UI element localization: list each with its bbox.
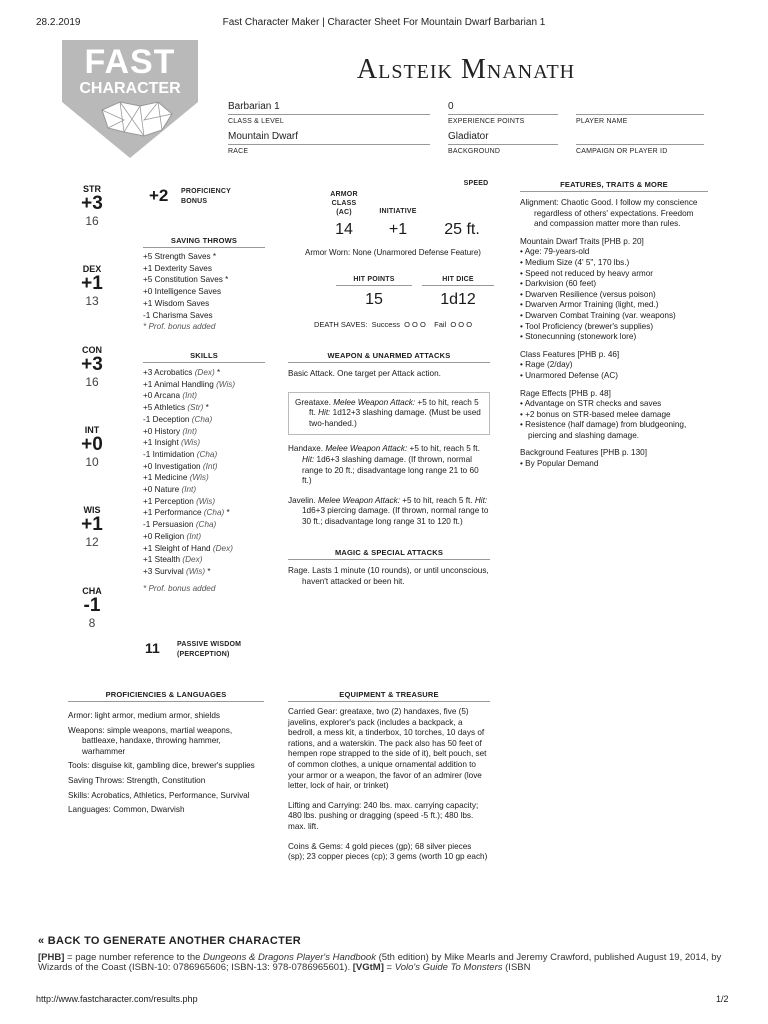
armor-class-label: ARMOR CLASS (AC) (330, 191, 358, 216)
skill-row (143, 390, 265, 402)
proficiency-item: Saving Throws: Strength, Constitution (68, 775, 206, 785)
skill-ability: (Str) (187, 403, 204, 413)
skill-mod: -1 (143, 414, 151, 424)
equipment-list (288, 707, 490, 863)
skill-prof-star: * (224, 508, 230, 518)
saving-throws-list (143, 248, 265, 333)
skill-mod: +0 (143, 391, 153, 401)
skill-row (143, 414, 265, 426)
back-to-generate-link[interactable]: « BACK TO GENERATE ANOTHER CHARACTER (38, 935, 301, 947)
proficiency-item: Armor: light armor, medium armor, shields (68, 711, 220, 720)
skill-name: Perception (154, 496, 194, 506)
passive-wisdom-value: 11 (145, 640, 160, 656)
ability-int (68, 425, 116, 469)
skill-name: Deception (152, 414, 190, 424)
proficiencies-section (68, 690, 264, 820)
attacks-title: WEAPON & UNARMED ATTACKS (288, 351, 490, 363)
skill-ability: (Wis) (189, 473, 209, 483)
trait-item: • Stonecunning (stonework lore) (520, 332, 637, 342)
saving-throw-cha: -1 Charisma Saves (143, 310, 213, 320)
saving-throws-section (143, 236, 265, 333)
saving-throws-title: SAVING THROWS (143, 236, 265, 248)
skill-row (143, 496, 265, 508)
skill-mod: +0 (143, 426, 153, 436)
armor-class-value: 14 (335, 221, 353, 238)
skill-ability: (Int) (181, 485, 197, 495)
skills-list (143, 363, 265, 578)
rage-effects-title: Rage Effects [PHB p. 48] (520, 388, 611, 398)
saving-throw-str: +5 Strength Saves * (143, 252, 217, 261)
trait-item: • Age: 79-years-old (520, 247, 590, 257)
skill-ability: (Wis) (181, 438, 201, 448)
reference-note: [PHB] = page number reference to the Dungeons & Dragons Player's Handbook (5th edition) by Mike Mearls and Jeremy Crawford, published August 19, 2014, by Wizards of the Coast (ISBN-10: 0786965606; ISBN-13: 978-0786965601). [VGtM] = Volo's Guide To Monsters (ISBN (38, 953, 722, 973)
skill-mod: -1 (143, 449, 151, 459)
xp-label: EXPERIENCE POINTS (448, 118, 525, 125)
skill-mod: +1 (143, 473, 153, 483)
skill-name: Religion (154, 531, 185, 541)
saving-throws-note: * Prof. bonus added (143, 322, 216, 332)
skill-row (143, 461, 265, 473)
skill-row (143, 402, 265, 414)
skill-name: Performance (154, 508, 202, 518)
skill-prof-star: * (214, 368, 221, 377)
trait-item: • Medium Size (4' 5", 170 lbs.) (520, 257, 630, 267)
skill-name: Nature (154, 485, 180, 495)
armor-worn: Armor Worn: None (Unarmored Defense Feature) (305, 248, 481, 257)
background-features-list (520, 459, 708, 470)
skill-mod: +1 (143, 379, 153, 389)
rage-effect-item: • +2 bonus on STR-based melee damage (520, 409, 671, 419)
skill-ability: (Wis) (186, 566, 206, 576)
ability-name: CHA (82, 586, 102, 596)
hit-points-value: 15 (365, 291, 383, 308)
skill-row (143, 554, 265, 566)
ability-dex (68, 264, 116, 308)
skill-mod: +1 (143, 555, 153, 565)
skill-ability: (Dex) (182, 555, 203, 565)
skill-name: Medicine (154, 473, 188, 483)
skill-name: Athletics (154, 403, 186, 413)
xp-value: 0 (448, 101, 558, 115)
magic-section (288, 548, 490, 587)
skill-prof-star: * (203, 403, 209, 413)
skill-ability: (Int) (202, 461, 218, 471)
initiative-value: +1 (388, 221, 408, 238)
equipment-section (288, 690, 490, 872)
proficiency-item: Tools: disguise kit, gambling dice, brewer's supplies (68, 761, 255, 771)
ability-score: 10 (85, 455, 99, 469)
ability-name: WIS (83, 505, 101, 515)
speed-value: 25 ft. (444, 221, 480, 238)
initiative-label: INITIATIVE (379, 208, 417, 215)
ability-con (68, 345, 116, 389)
hit-dice-label: HIT DICE (422, 276, 494, 286)
skill-name: Animal Handling (154, 379, 214, 389)
features-section (520, 180, 708, 470)
race-value: Mountain Dwarf (228, 131, 430, 145)
hit-points-label: HIT POINTS (336, 276, 412, 286)
skill-mod: +5 (143, 403, 153, 413)
death-saves: DEATH SAVES: Success O O O Fail O O O (313, 320, 473, 329)
race-label: RACE (228, 148, 249, 155)
skills-title: SKILLS (143, 351, 265, 363)
ability-modifier: -1 (83, 595, 101, 616)
ability-score: 12 (85, 535, 99, 549)
ability-wis (68, 505, 116, 549)
javelin-attack: Javelin. Melee Weapon Attack: +5 to hit, reach 5 ft. Hit: 1d6+3 piercing damage. (If thrown, normal range to 30 ft.; disadvantage long range 31 to 120 ft.) (288, 495, 489, 526)
background-value: Gladiator (448, 131, 558, 145)
skill-mod: +0 (143, 461, 153, 471)
skill-name: Acrobatics (154, 368, 193, 377)
rage-effect-item: • Resistence (half damage) from bludgeoning, piercing and slashing damage. (520, 420, 687, 440)
page-url: http://www.fastcharacter.com/results.php (36, 994, 198, 1004)
saving-throw-dex: +1 Dexterity Saves (143, 263, 212, 273)
traits-title: Mountain Dwarf Traits [PHB p. 20] (520, 236, 644, 246)
trait-item: • Darkvision (60 feet) (520, 279, 597, 289)
skill-row (143, 449, 265, 461)
skill-name: Stealth (154, 555, 181, 565)
ability-modifier: +1 (81, 514, 103, 535)
class-feature-item: • Unarmored Defense (AC) (520, 370, 618, 380)
ability-modifier: +1 (81, 273, 103, 294)
skill-row (143, 379, 265, 391)
skill-mod: +1 (143, 508, 153, 518)
skill-ability: (Cha) (196, 449, 218, 459)
print-title: Fast Character Maker | Character Sheet For Mountain Dwarf Barbarian 1 (222, 17, 546, 28)
skill-ability: (Cha) (191, 414, 213, 424)
equipment-paragraph: Carried Gear: greataxe, two (2) handaxes, five (5) javelins, explorer's pack (includes a backpack, a bedroll, a mess kit, a tinderbox, 10 torches, 10 days of rations, and a waterskin. The pack also has 50 feet of hempen rope strapped to the side of it), belt pouch, set of common clothes, a unique ornamental addition to your armor or a weapon, the favor of an admirer (love letter, lock of hair, or trinket) (288, 707, 487, 791)
trait-item: • Speed not reduced by heavy armor (520, 268, 654, 278)
background-label: BACKGROUND (448, 148, 501, 155)
campaign-label: CAMPAIGN OR PLAYER ID (576, 148, 668, 155)
rage-description: Rage. Lasts 1 minute (10 rounds), or until unconscious, haven't attacked or been hit. (288, 566, 489, 586)
ability-name: STR (83, 184, 101, 194)
skill-name: Intimidation (152, 449, 195, 459)
skill-ability: (Wis) (216, 379, 236, 389)
skills-section (143, 351, 265, 594)
skill-mod: +0 (143, 531, 153, 541)
skill-ability: (Dex) (194, 368, 215, 377)
skill-mod: +0 (143, 485, 153, 495)
class-feature-item: • Rage (2/day) (520, 360, 573, 370)
rage-effect-item: • Advantage on STR checks and saves (520, 399, 662, 409)
class-features-list (520, 360, 708, 381)
ability-name: DEX (82, 264, 102, 274)
skill-mod: +1 (143, 438, 153, 448)
ability-score: 8 (88, 616, 96, 630)
trait-item: • Dwarven Combat Training (var. weapons) (520, 310, 676, 320)
skill-mod: +1 (143, 543, 153, 553)
ability-modifier: +3 (81, 193, 103, 214)
alignment: Alignment: Chaotic Good. I follow my conscience regardless of others' expectations. Freedom and compassion matter more than rules. (520, 198, 698, 229)
saving-throw-wis: +1 Wisdom Saves (143, 298, 210, 308)
player-name-field (576, 101, 704, 115)
skill-mod: -1 (143, 520, 151, 530)
class-features-title: Class Features [PHB p. 46] (520, 349, 620, 359)
greataxe-attack: Greataxe. Melee Weapon Attack: +5 to hit, reach 5 ft. Hit: 1d12+3 slashing damage. (Must be used two-handed.) (288, 392, 490, 436)
skill-row (143, 543, 265, 555)
speed-label: SPEED (463, 180, 489, 187)
skill-row (143, 484, 265, 496)
skill-row (143, 531, 265, 543)
saving-throw-con: +5 Constitution Saves * (143, 275, 229, 285)
skill-ability: (Wis) (196, 496, 216, 506)
ability-name: CON (82, 345, 102, 355)
skill-mod: +1 (143, 496, 153, 506)
trait-item: • Tool Proficiency (brewer's supplies) (520, 321, 654, 331)
skill-mod: +3 (143, 566, 153, 576)
proficiency-item: Languages: Common, Dwarvish (68, 805, 185, 815)
skill-name: Persuasion (152, 520, 194, 530)
features-title: FEATURES, TRAITS & MORE (520, 180, 708, 192)
skill-row (143, 566, 265, 578)
saving-throw-int: +0 Intelligence Saves (143, 287, 222, 297)
skill-name: Arcana (154, 391, 181, 401)
ability-score: 16 (85, 214, 99, 228)
skill-prof-star: * (205, 566, 211, 576)
trait-item: • Dwarven Resilience (versus poison) (520, 289, 656, 299)
proficiency-item: Skills: Acrobatics, Athletics, Performance, Survival (68, 790, 250, 800)
handaxe-attack: Handaxe. Melee Weapon Attack: +5 to hit, reach 5 ft. Hit: 1d6+3 slashing damage. (If thrown, normal range to 20 ft.; disadvantage long range 21 to 60 ft.) (288, 444, 480, 486)
logo-text-bottom: CHARACTER (79, 80, 181, 97)
skill-row (143, 472, 265, 484)
class-level-value: Barbarian 1 (228, 101, 430, 115)
ability-modifier: +0 (81, 434, 103, 455)
background-feature-item: • By Popular Demand (520, 459, 599, 469)
skill-ability: (Int) (182, 426, 197, 436)
fast-character-logo (62, 40, 198, 158)
skill-ability: (Int) (182, 391, 197, 401)
rage-effects-list (520, 399, 708, 441)
ability-str (68, 184, 116, 228)
skill-name: Sleight of Hand (154, 543, 211, 553)
ability-name: INT (84, 425, 100, 435)
skill-ability: (Cha) (195, 520, 217, 530)
proficiency-bonus-value: +2 (149, 186, 169, 205)
equipment-paragraph: Lifting and Carrying: 240 lbs. max. carrying capacity; 480 lbs. pushing or dragging (speed -5 ft.); 480 lbs. max. lift. (288, 800, 479, 831)
skill-ability: (Dex) (212, 543, 233, 553)
magic-title: MAGIC & SPECIAL ATTACKS (288, 548, 490, 560)
traits-list (520, 247, 708, 342)
skill-row (143, 437, 265, 449)
skill-ability: (Cha) (203, 508, 225, 518)
attacks-section (288, 351, 490, 528)
campaign-field (576, 131, 704, 145)
background-features-title: Background Features [PHB p. 130] (520, 448, 647, 458)
skill-row (143, 507, 265, 519)
ability-score: 13 (85, 294, 99, 308)
equipment-title: EQUIPMENT & TREASURE (288, 690, 490, 702)
class-level-label: CLASS & LEVEL (228, 118, 284, 125)
page-number: 1/2 (716, 994, 729, 1004)
trait-item: • Dwarven Armor Training (light, med.) (520, 300, 659, 310)
ability-modifier: +3 (81, 354, 103, 375)
proficiency-item: Weapons: simple weapons, martial weapons, battleaxe, handaxe, throwing hammer, warhammer (68, 725, 233, 756)
proficiency-bonus-label: PROFICIENCY BONUS (181, 188, 232, 205)
print-date: 28.2.2019 (36, 17, 81, 28)
skill-mod: +3 (143, 368, 153, 377)
equipment-paragraph: Coins & Gems: 4 gold pieces (gp); 68 silver pieces (sp); 23 copper pieces (cp); 3 gems (worth 10 gp each) (288, 841, 488, 862)
hit-dice-value: 1d12 (440, 291, 476, 308)
proficiencies-title: PROFICIENCIES & LANGUAGES (68, 690, 264, 702)
logo-text-top: FAST (84, 43, 176, 81)
skill-name: Survival (154, 566, 184, 576)
skills-note: * Prof. bonus added (143, 583, 216, 593)
skill-row (143, 367, 265, 379)
skill-row (143, 426, 265, 438)
proficiencies-list (68, 711, 264, 816)
skill-name: Insight (154, 438, 179, 448)
skill-name: Investigation (154, 461, 201, 471)
skill-row (143, 519, 265, 531)
character-name: Alsteik Mnanath (356, 54, 576, 85)
ability-cha (68, 586, 116, 630)
skill-ability: (Int) (186, 531, 202, 541)
passive-wisdom-label: PASSIVE WISDOM (PERCEPTION) (177, 641, 242, 658)
skill-name: History (154, 426, 181, 436)
player-name-label: PLAYER NAME (576, 118, 628, 125)
ability-score: 16 (85, 375, 99, 389)
basic-attack: Basic Attack. One target per Attack action. (288, 369, 441, 378)
